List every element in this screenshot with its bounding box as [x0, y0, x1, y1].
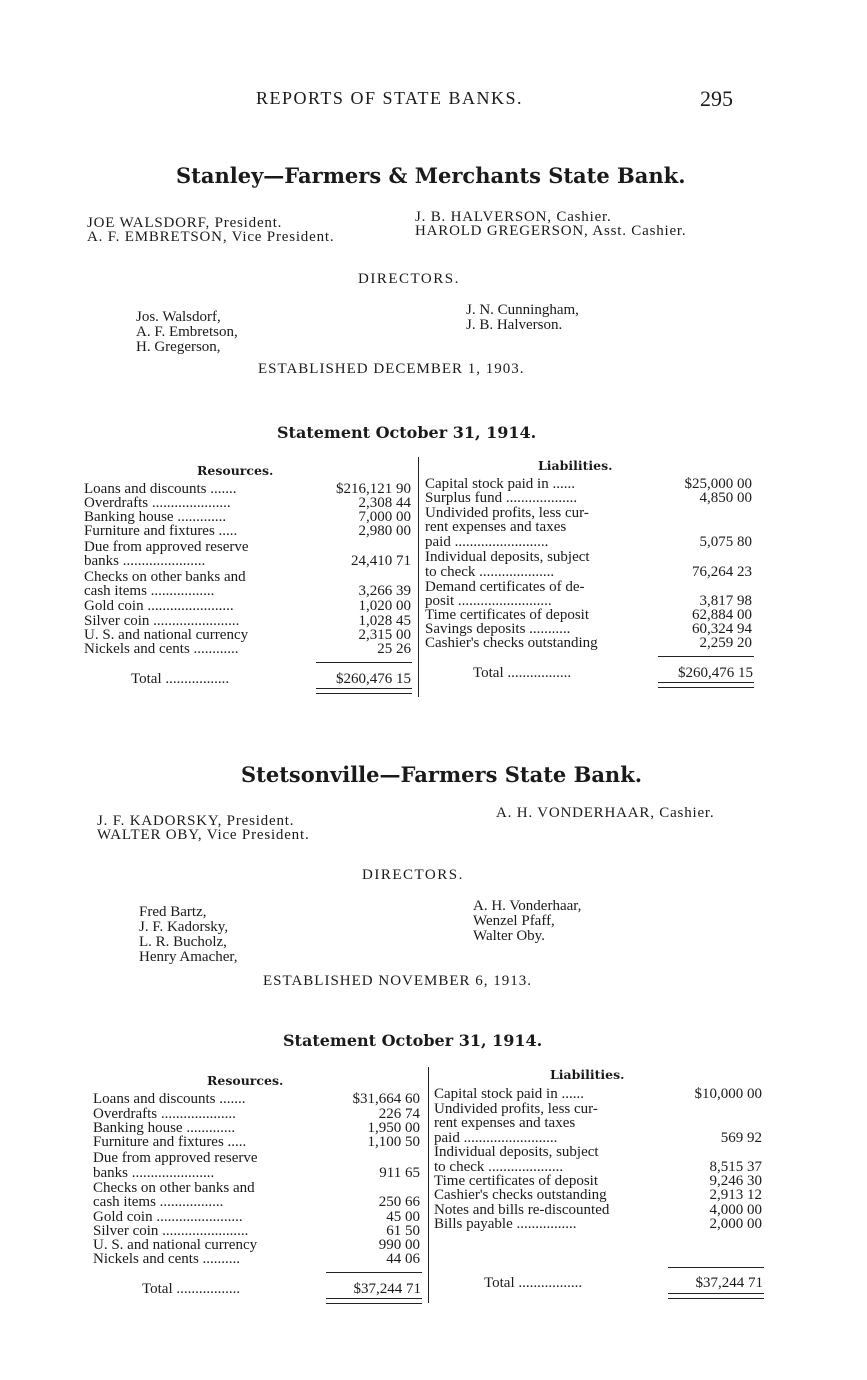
directors-left	[136, 310, 238, 355]
resources-total-row: Total ................. $37,244 71	[142, 1281, 421, 1297]
resource-row: banks ...................... 24,410 71	[84, 553, 411, 569]
sum-rule	[326, 1272, 422, 1273]
resource-row: Furniture and fixtures ..... 1,100 50	[93, 1134, 420, 1150]
liabilities-heading: Liabilities.	[550, 1067, 625, 1082]
liability-row: to check .................... 8,515 37	[434, 1159, 762, 1175]
liability-row: Bills payable ................ 2,000 00	[434, 1216, 762, 1232]
resource-row: Checks on other banks and	[93, 1180, 255, 1196]
director-name: J. F. Kadorsky,	[139, 919, 229, 935]
resource-row: Silver coin ....................... 1,028 45	[84, 613, 411, 629]
director-name: A. H. Vonderhaar,	[473, 898, 582, 914]
liability-row: Capital stock paid in ...... $10,000 00	[434, 1086, 762, 1102]
resource-row: Due from approved reserve	[84, 539, 249, 555]
liability-row: rent expenses and taxes	[434, 1115, 576, 1131]
liability-row: Undivided profits, less cur-	[425, 505, 589, 521]
director-name: Fred Bartz,	[139, 904, 207, 920]
directors-heading: DIRECTORS.	[362, 867, 464, 883]
officers-left	[87, 216, 334, 244]
resource-row: Nickels and cents ............ 25 26	[84, 641, 411, 657]
directors-heading: DIRECTORS.	[358, 271, 460, 287]
director-name: Wenzel Pfaff,	[473, 913, 555, 929]
director-name: Jos. Walsdorf,	[136, 309, 221, 325]
resource-row: Loans and discounts ....... $216,121 90	[84, 481, 411, 497]
resource-row: Banking house ............. 7,000 00	[84, 509, 411, 525]
resource-row: Gold coin ....................... 45 00	[93, 1209, 420, 1225]
director-name: L. R. Bucholz,	[139, 934, 227, 950]
double-rule	[658, 682, 754, 688]
liability-row: Surplus fund ................... 4,850 00	[425, 490, 752, 506]
bank-title: Stetsonville—Farmers State Bank.	[241, 762, 643, 787]
resource-row: Overdrafts .................... 226 74	[93, 1106, 420, 1122]
resource-row: Due from approved reserve	[93, 1150, 258, 1166]
bank-title: Stanley—Farmers & Merchants State Bank.	[176, 163, 686, 188]
statement-title: Statement October 31, 1914.	[283, 1031, 543, 1050]
resource-row: cash items ................. 250 66	[93, 1194, 420, 1210]
director-name: Walter Oby.	[473, 928, 545, 944]
resource-row: Checks on other banks and	[84, 569, 246, 585]
liability-row: Time certificates of deposit 9,246 30	[434, 1173, 762, 1189]
liability-row: paid ......................... 5,075 80	[425, 534, 752, 550]
double-rule	[326, 1298, 422, 1304]
resource-row: Banking house ............. 1,950 00	[93, 1120, 420, 1136]
officer: A. H. VONDERHAAR, Cashier.	[496, 805, 715, 821]
liability-row: Individual deposits, subject	[434, 1144, 599, 1160]
established-date: ESTABLISHED NOVEMBER 6, 1913.	[263, 973, 533, 989]
officer: JOE WALSDORF, President.	[87, 215, 283, 231]
sum-rule	[658, 656, 754, 657]
officer: A. F. EMBRETSON, Vice President.	[87, 229, 335, 245]
double-rule	[316, 688, 412, 694]
resource-row: Overdrafts ..................... 2,308 44	[84, 495, 411, 511]
liability-row: rent expenses and taxes	[425, 519, 567, 535]
director-name: Henry Amacher,	[139, 949, 238, 965]
liability-row: Capital stock paid in ...... $25,000 00	[425, 476, 752, 492]
directors-right	[466, 303, 579, 333]
liability-row: Time certificates of deposit 62,884 00	[425, 607, 752, 623]
directors-right	[473, 899, 581, 944]
directors-left	[139, 905, 238, 965]
resource-row: Gold coin ....................... 1,020 00	[84, 598, 411, 614]
liability-row: Cashier's checks outstanding 2,913 12	[434, 1187, 762, 1203]
liability-row: Demand certificates of de-	[425, 579, 585, 595]
resource-row: cash items ................. 3,266 39	[84, 583, 411, 599]
liability-row: paid ......................... 569 92	[434, 1130, 762, 1146]
column-divider	[428, 1067, 429, 1303]
resources-total-row: Total ................. $260,476 15	[131, 671, 411, 687]
resource-row: Loans and discounts ....... $31,664 60	[93, 1091, 420, 1107]
officers-right	[415, 210, 686, 238]
officer: J. B. HALVERSON, Cashier.	[415, 209, 612, 225]
director-name: J. N. Cunningham,	[466, 302, 579, 318]
column-divider	[418, 457, 419, 697]
resource-row: Silver coin ....................... 61 50	[93, 1223, 420, 1239]
officers-right	[496, 806, 714, 820]
officer: WALTER OBY, Vice President.	[97, 827, 310, 843]
liability-row: Individual deposits, subject	[425, 549, 590, 565]
liability-row: Undivided profits, less cur-	[434, 1101, 598, 1117]
liabilities-heading: Liabilities.	[538, 458, 613, 473]
officer: J. F. KADORSKY, President.	[97, 813, 295, 829]
running-title: REPORTS OF STATE BANKS.	[256, 88, 524, 108]
director-name: A. F. Embretson,	[136, 324, 238, 340]
liability-row: to check .................... 76,264 23	[425, 564, 752, 580]
resource-row: banks ...................... 911 65	[93, 1165, 420, 1181]
officer: HAROLD GREGERSON, Asst. Cashier.	[415, 223, 687, 239]
resource-row: Nickels and cents .......... 44 06	[93, 1251, 420, 1267]
liability-row: posit ......................... 3,817 98	[425, 593, 752, 609]
page-number: 295	[700, 86, 733, 111]
sum-rule	[316, 662, 412, 663]
liability-row: Savings deposits ........... 60,324 94	[425, 621, 752, 637]
double-rule	[668, 1293, 764, 1299]
liability-row: Cashier's checks outstanding 2,259 20	[425, 635, 752, 651]
resource-row: U. S. and national currency 990 00	[93, 1237, 420, 1253]
director-name: H. Gregerson,	[136, 339, 221, 355]
resource-row: Furniture and fixtures ..... 2,980 00	[84, 523, 411, 539]
established-date: ESTABLISHED DECEMBER 1, 1903.	[258, 361, 525, 377]
liabilities-total-row: Total ................. $37,244 71	[484, 1275, 763, 1291]
director-name: J. B. Halverson.	[466, 317, 563, 333]
statement-title: Statement October 31, 1914.	[277, 423, 537, 442]
resource-row: U. S. and national currency 2,315 00	[84, 627, 411, 643]
resources-heading: Resources.	[207, 1073, 284, 1088]
resources-heading: Resources.	[197, 463, 274, 478]
sum-rule	[668, 1267, 764, 1268]
liability-row: Notes and bills re-discounted 4,000 00	[434, 1202, 762, 1218]
liabilities-total-row: Total ................. $260,476 15	[473, 665, 753, 681]
officers-left	[97, 814, 310, 842]
